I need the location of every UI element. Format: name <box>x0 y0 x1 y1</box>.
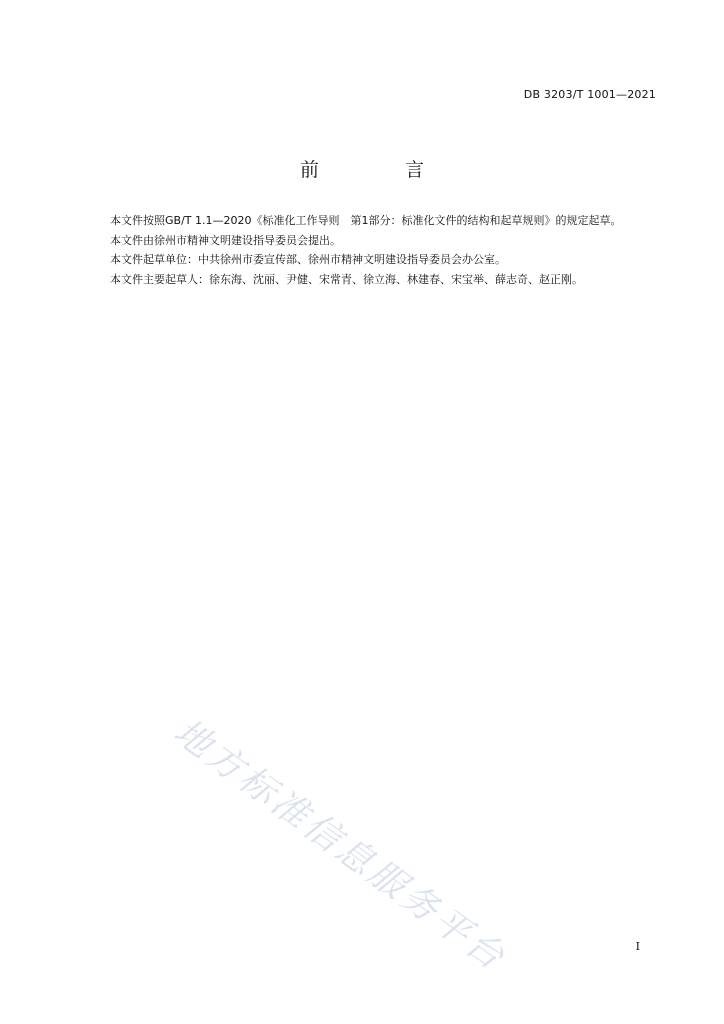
paragraph-drafters: 本文件主要起草人：徐东海、沈丽、尹健、宋常青、徐立海、林建春、宋宝举、薛志奇、赵正刚。 <box>110 272 583 286</box>
paragraph-drafting-units: 本文件起草单位：中共徐州市委宣传部、徐州市精神文明建设指导委员会办公室。 <box>110 253 506 266</box>
paragraph-drafting-rules: 本文件按照GB/T 1.1—2020《标准化工作导则 第1部分：标准化文件的结构和起草规则》的规定起草。 <box>110 214 622 227</box>
watermark: 地方标准信息服务平台 <box>166 711 514 980</box>
page-number: I <box>635 940 640 953</box>
document-code: DB 3203/T 1001—2021 <box>523 88 656 101</box>
foreword-body <box>88 211 660 289</box>
page-title: 前 言 <box>299 159 465 181</box>
paragraph-proposer: 本文件由徐州市精神文明建设指导委员会提出。 <box>110 233 341 247</box>
